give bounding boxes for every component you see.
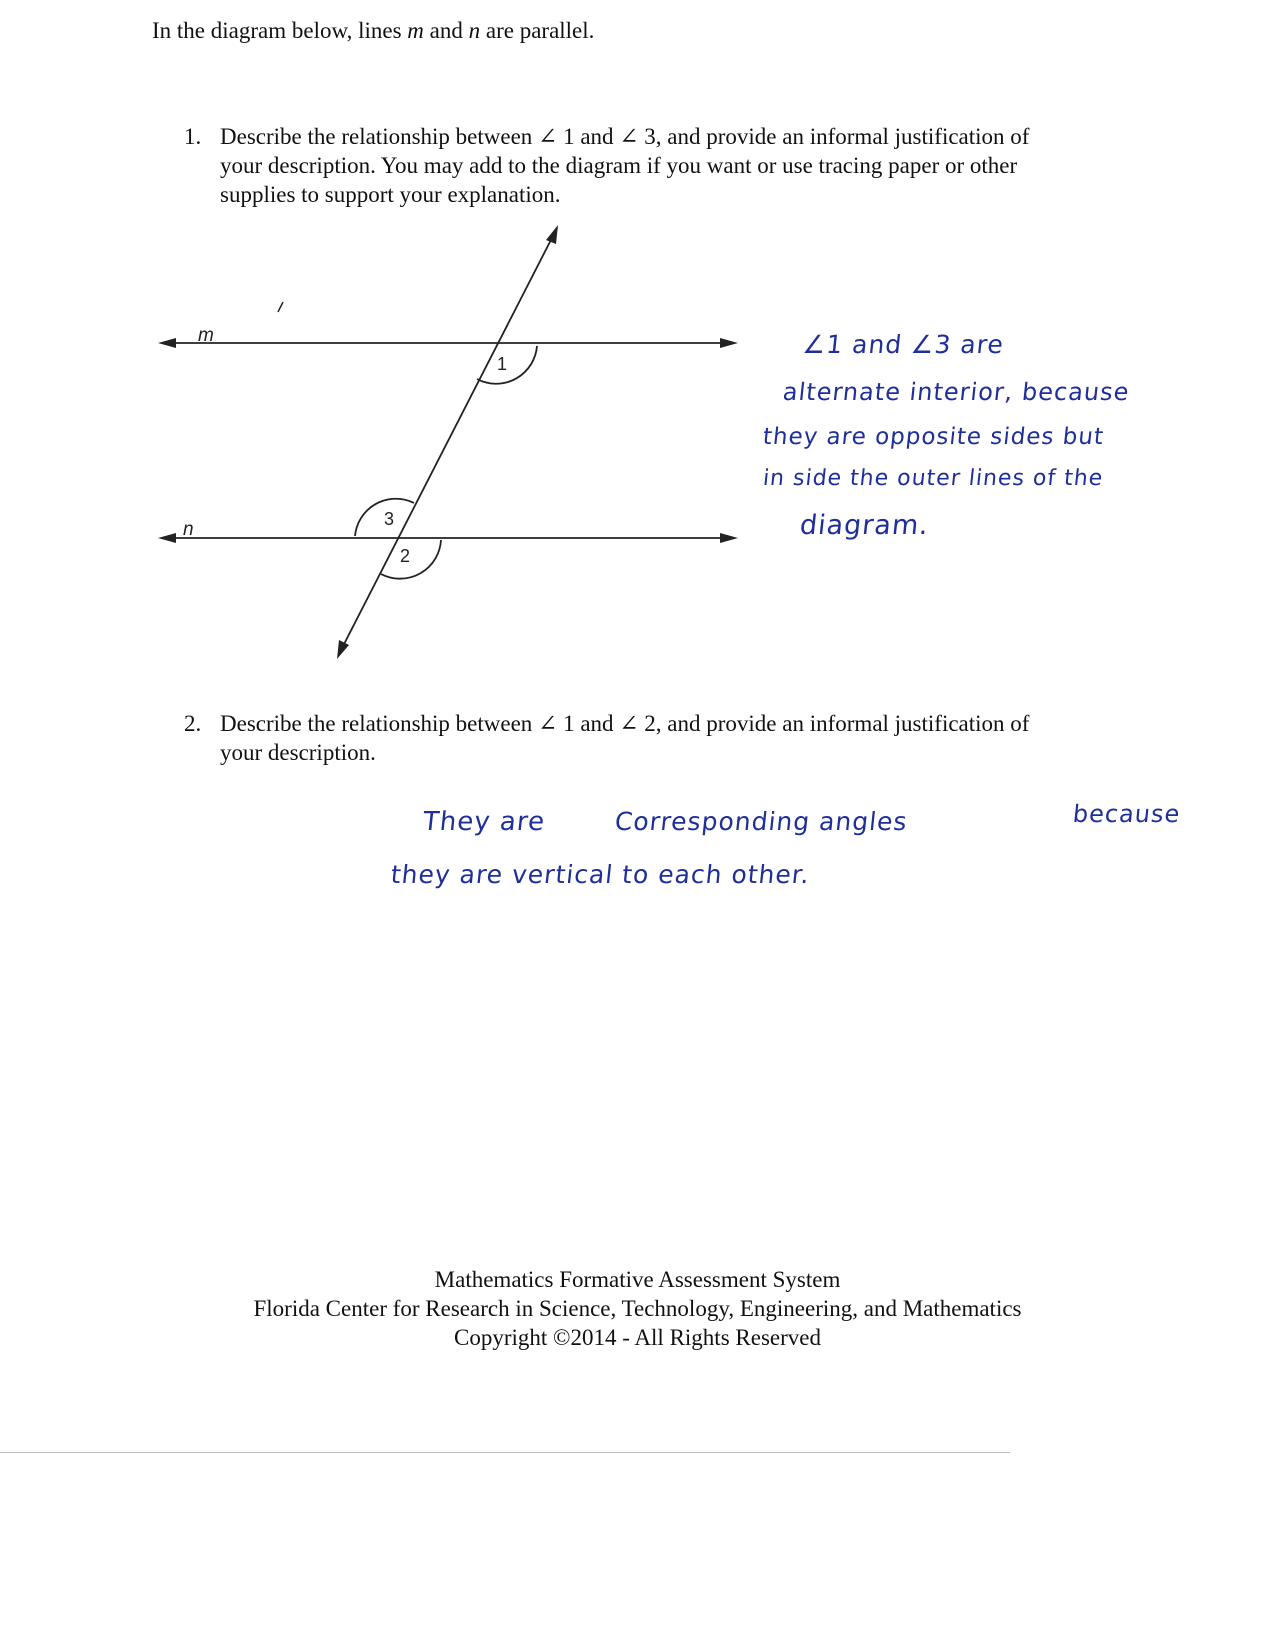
label-n: n — [183, 519, 194, 540]
question-1-number: 1. — [184, 124, 202, 149]
arrowhead-n-left — [158, 533, 176, 543]
question-2-number: 2. — [184, 711, 202, 736]
arrowhead-m-right — [720, 338, 738, 348]
question-1-line: your description. You may add to the diagram if you want or use tracing paper or other — [220, 153, 1018, 178]
question-2-text — [220, 709, 1029, 767]
arrowhead-transversal-bottom — [337, 640, 349, 659]
arrowhead-m-left — [158, 338, 176, 348]
intro-text-middle: and — [423, 18, 469, 43]
question-2-line: Describe the relationship between ∠ 1 and ∠ 2, and provide an informal justification of — [220, 711, 1030, 736]
question-1-line: Describe the relationship between ∠ 1 and ∠ 3, and provide an informal justification of — [220, 124, 1030, 149]
answer-1-line-4: in side the outer lines of the — [761, 466, 1105, 491]
intro-text-before: In the diagram below, lines — [152, 18, 408, 43]
answer-2-line-2: they are vertical to each other. — [389, 860, 812, 889]
footer-line-3: Copyright ©2014 - All Rights Reserved — [454, 1325, 821, 1350]
question-2-line: your description. — [220, 740, 376, 765]
line-n-name: n — [468, 18, 481, 43]
answer-1-line-5: diagram. — [798, 510, 931, 541]
answer-1-line-2: alternate interior, because — [781, 378, 1131, 406]
answer-2-line-1a: They are — [421, 807, 547, 837]
angle-2-label: 2 — [400, 546, 411, 566]
intro-text-after: are parallel. — [480, 18, 595, 43]
angle-1-label: 1 — [497, 354, 508, 374]
transversal-line — [340, 232, 555, 652]
arrowhead-transversal-top — [546, 225, 558, 244]
footer-line-1: Mathematics Formative Assessment System — [434, 1267, 841, 1292]
answer-1-line-3: they are opposite sides but — [761, 424, 1106, 450]
angle-2-arc — [381, 540, 441, 579]
label-m: m — [198, 325, 214, 346]
stray-pen-mark — [278, 302, 283, 312]
line-m-name: m — [407, 18, 424, 43]
scan-artifact-line — [0, 1452, 1010, 1453]
footer-line-2: Florida Center for Research in Science, Technology, Engineering, and Mathematics — [253, 1296, 1022, 1321]
question-1-line: supplies to support your explanation. — [220, 182, 561, 207]
footer — [0, 1265, 1275, 1352]
angle-3-label: 3 — [384, 509, 395, 529]
arrowhead-n-right — [720, 533, 738, 543]
answer-2-line-1c: because — [1071, 800, 1182, 828]
answer-2-line-1b: Corresponding angles — [613, 807, 910, 836]
answer-1-line-1: ∠1 and ∠3 are — [801, 330, 1006, 359]
